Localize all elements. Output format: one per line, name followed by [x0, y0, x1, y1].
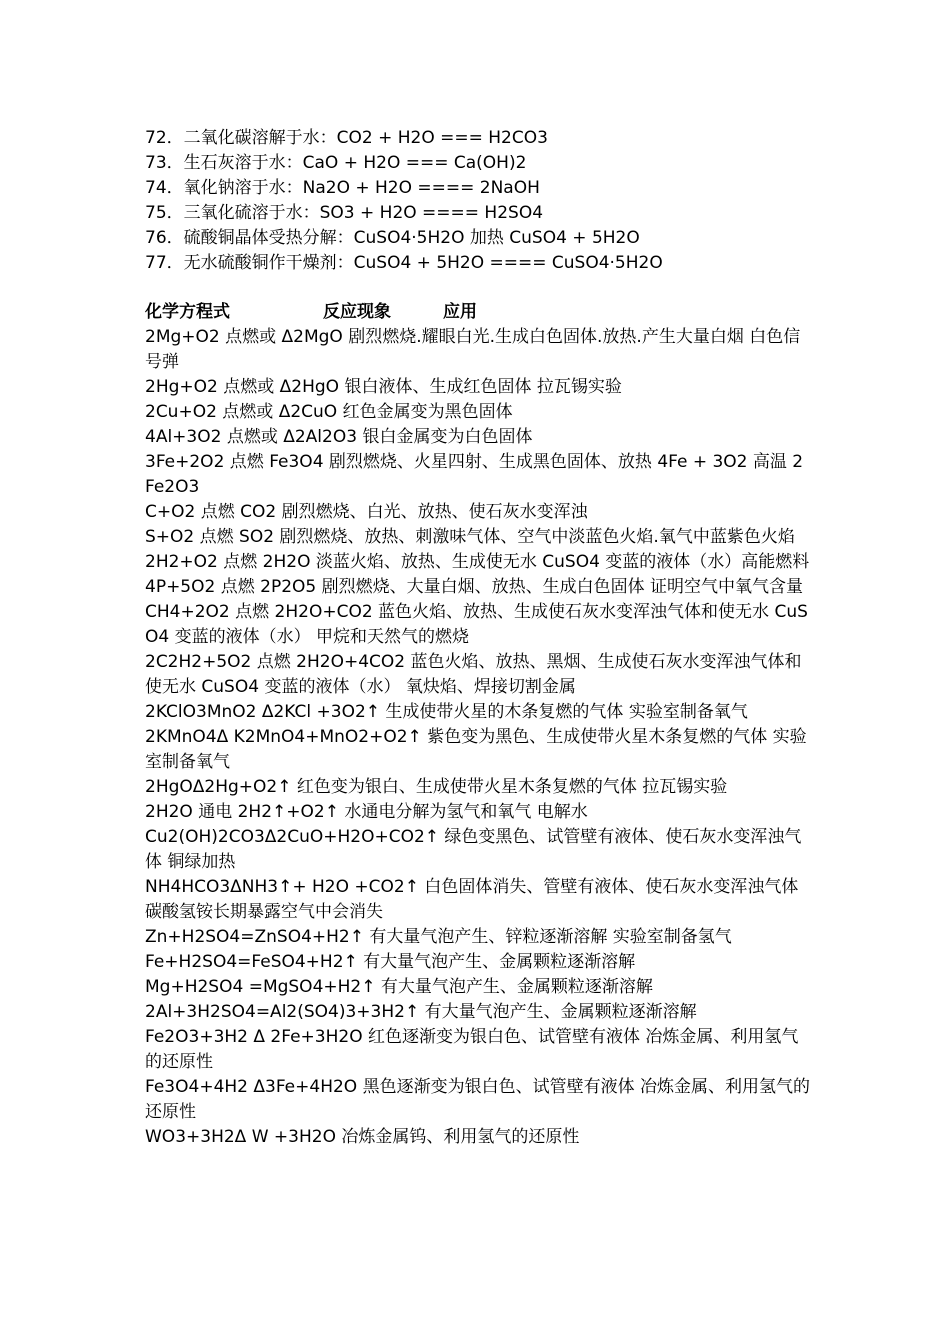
equation-entry: CH4+2O2 点燃 2H2O+CO2 蓝色火焰、放热、生成使石灰水变浑浊气体和使无水 CuSO4 变蓝的液体（水） 甲烷和天然气的燃烧	[145, 602, 808, 647]
list-item: 76．硫酸铜晶体受热分解：CuSO4·5H2O 加热 CuSO4 + 5H2O	[145, 228, 640, 248]
equation-entry: 2KClO3MnO2 Δ2KCl +3O2↑ 生成使带火星的木条复燃的气体 实验室制备氧气	[145, 702, 748, 722]
equation-entry: 4Al+3O2 点燃或 Δ2Al2O3 银白金属变为白色固体	[145, 427, 533, 447]
equation-entry: 2H2O 通电 2H2↑+O2↑ 水通电分解为氢气和氧气 电解水	[145, 802, 588, 822]
equation-entry: 2Mg+O2 点燃或 Δ2MgO 剧烈燃烧.耀眼白光.生成白色固体.放热.产生大量白烟 白色信号弹	[145, 327, 801, 372]
equation-entry: S+O2 点燃 SO2 剧烈燃烧、放热、刺激味气体、空气中淡蓝色火焰.氧气中蓝紫色火焰	[145, 527, 795, 547]
equation-entry: 2KMnO4Δ K2MnO4+MnO2+O2↑ 紫色变为黑色、生成使带火星木条复燃的气体 实验室制备氧气	[145, 727, 807, 772]
equation-entry: Zn+H2SO4=ZnSO4+H2↑ 有大量气泡产生、锌粒逐渐溶解 实验室制备氢气	[145, 927, 732, 947]
numbered-list	[145, 126, 810, 276]
spacer	[145, 276, 810, 300]
list-item: 74．氧化钠溶于水：Na2O + H2O ==== 2NaOH	[145, 178, 540, 198]
equation-entry: 2C2H2+5O2 点燃 2H2O+4CO2 蓝色火焰、放热、黑烟、生成使石灰水变浑浊气体和使无水 CuSO4 变蓝的液体（水） 氧炔焰、焊接切割金属	[145, 652, 802, 697]
equation-entry: 2Hg+O2 点燃或 Δ2HgO 银白液体、生成红色固体 拉瓦锡实验	[145, 377, 622, 397]
equation-entry: Mg+H2SO4 =MgSO4+H2↑ 有大量气泡产生、金属颗粒逐渐溶解	[145, 977, 653, 997]
document-page	[145, 126, 810, 1150]
equation-entry: NH4HCO3ΔNH3↑+ H2O +CO2↑ 白色固体消失、管壁有液体、使石灰水变浑浊气体 碳酸氢铵长期暴露空气中会消失	[145, 877, 799, 922]
equation-entry: Cu2(OH)2CO3Δ2CuO+H2O+CO2↑ 绿色变黑色、试管壁有液体、使石灰水变浑浊气体 铜绿加热	[145, 827, 802, 872]
equation-list	[145, 325, 810, 1150]
equation-entry: 2Cu+O2 点燃或 Δ2CuO 红色金属变为黑色固体	[145, 402, 513, 422]
equation-entry: 3Fe+2O2 点燃 Fe3O4 剧烈燃烧、火星四射、生成黑色固体、放热 4Fe + 3O2 高温 2Fe2O3	[145, 452, 804, 497]
equation-entry: C+O2 点燃 CO2 剧烈燃烧、白光、放热、使石灰水变浑浊	[145, 502, 588, 522]
list-item: 75．三氧化硫溶于水：SO3 + H2O ==== H2SO4	[145, 203, 544, 223]
list-item: 73．生石灰溶于水：CaO + H2O === Ca(OH)2	[145, 153, 527, 173]
header-phenomenon: 反应现象	[323, 302, 391, 322]
equation-entry: WO3+3H2Δ W +3H2O 冶炼金属钨、利用氢气的还原性	[145, 1127, 580, 1147]
equation-entry: Fe2O3+3H2 Δ 2Fe+3H2O 红色逐渐变为银白色、试管壁有液体 冶炼金属、利用氢气的还原性	[145, 1027, 799, 1072]
equation-entry: 2H2+O2 点燃 2H2O 淡蓝火焰、放热、生成使无水 CuSO4 变蓝的液体（水）高能燃料	[145, 552, 810, 572]
equation-entry: Fe3O4+4H2 Δ3Fe+4H2O 黑色逐渐变为银白色、试管壁有液体 冶炼金属、利用氢气的还原性	[145, 1077, 810, 1122]
header-equation: 化学方程式	[145, 302, 230, 322]
equation-entry: Fe+H2SO4=FeSO4+H2↑ 有大量气泡产生、金属颗粒逐渐溶解	[145, 952, 636, 972]
equation-entry: 4P+5O2 点燃 2P2O5 剧烈燃烧、大量白烟、放热、生成白色固体 证明空气中氧气含量	[145, 577, 804, 597]
equation-entry: 2Al+3H2SO4=Al2(SO4)3+3H2↑ 有大量气泡产生、金属颗粒逐渐溶解	[145, 1002, 697, 1022]
header-application: 应用	[443, 302, 477, 322]
list-item: 77．无水硫酸铜作干燥剂：CuSO4 + 5H2O ==== CuSO4·5H2O	[145, 253, 663, 273]
equation-entry: 2HgOΔ2Hg+O2↑ 红色变为银白、生成使带火星木条复燃的气体 拉瓦锡实验	[145, 777, 728, 797]
table-header	[145, 300, 810, 325]
list-item: 72．二氧化碳溶解于水：CO2 + H2O === H2CO3	[145, 128, 548, 148]
